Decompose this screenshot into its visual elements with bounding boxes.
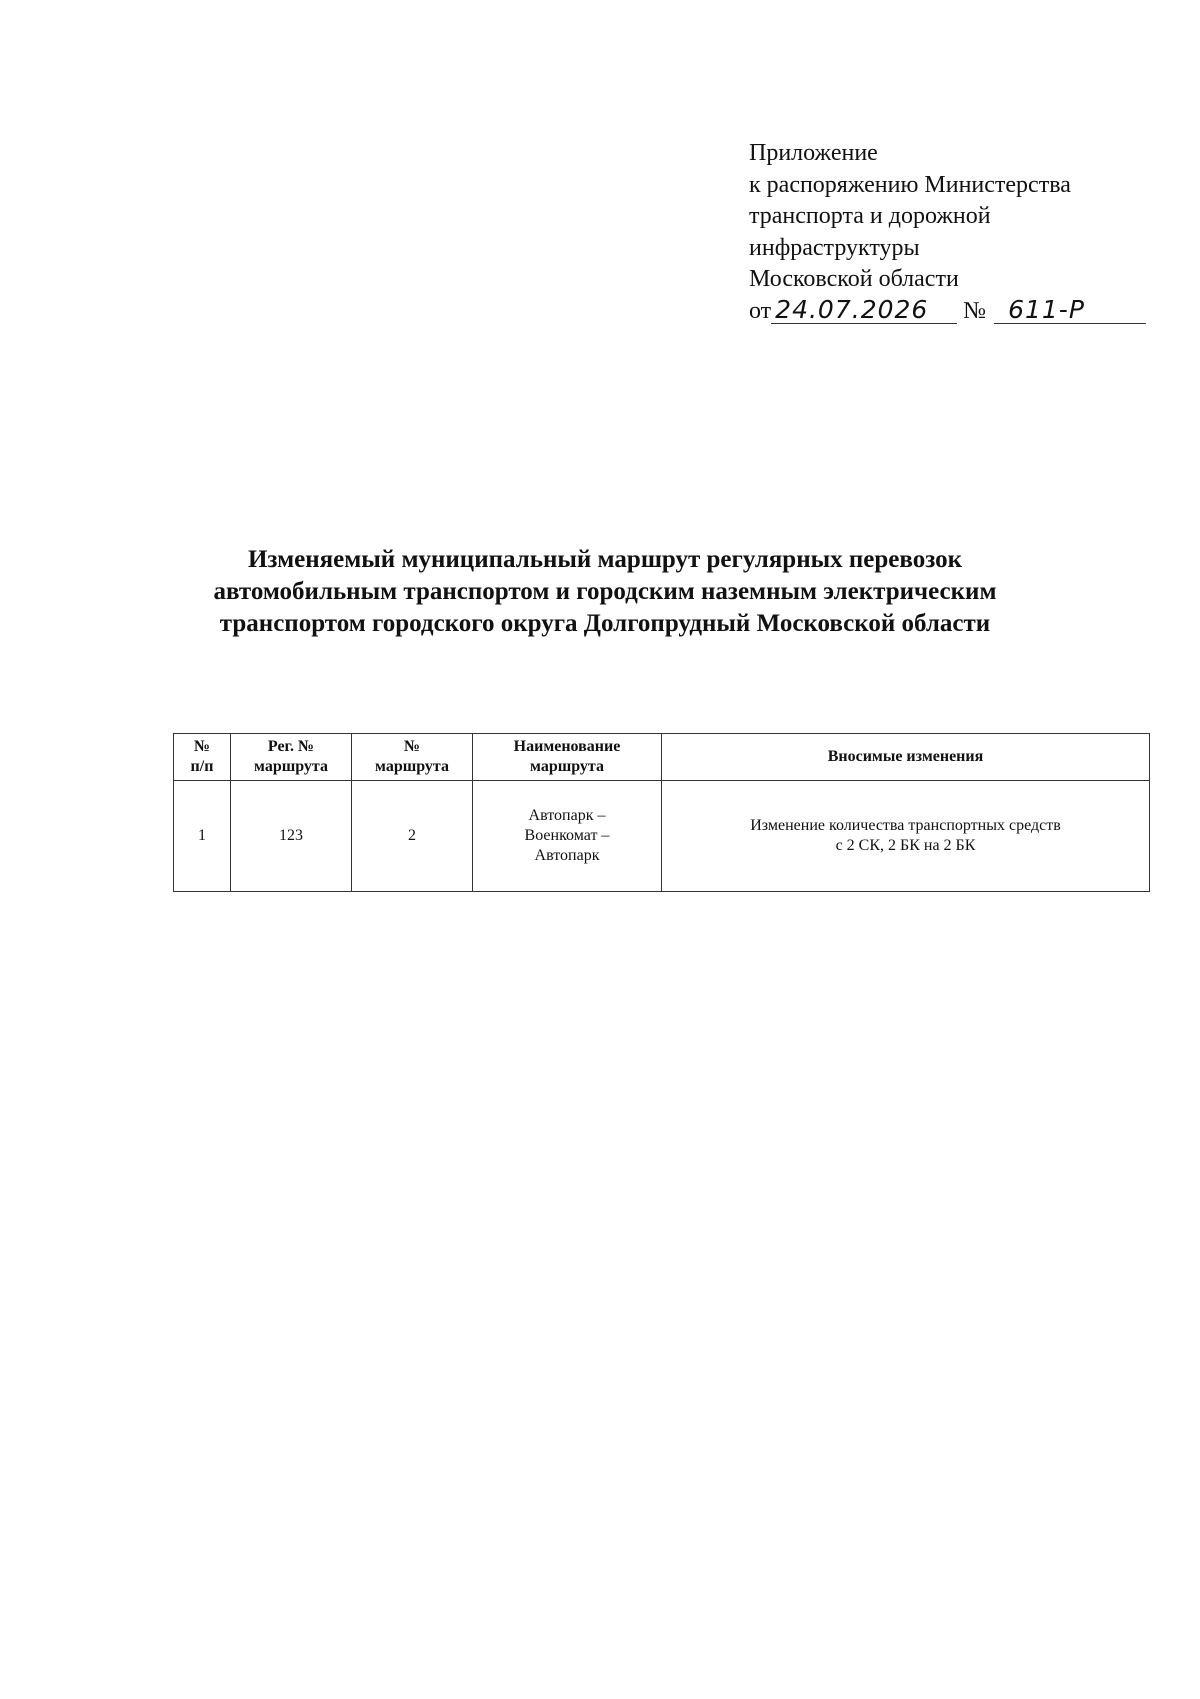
handwritten-number: 611-Р bbox=[994, 297, 1146, 324]
table-row bbox=[174, 781, 1150, 892]
title-line: автомобильным транспортом и городским наземным электрическим bbox=[213, 578, 997, 605]
header-text: маршрута bbox=[375, 758, 449, 775]
header-text: маршрута bbox=[530, 758, 604, 775]
number-label: № bbox=[963, 297, 987, 324]
header-cell-route-number bbox=[352, 734, 473, 781]
order-reference-line bbox=[749, 296, 1149, 328]
from-label: от bbox=[749, 297, 772, 324]
route-name-line: Автопарк – bbox=[528, 807, 606, 824]
header-text: Наименование bbox=[513, 738, 621, 755]
cell-route-number: 2 bbox=[352, 781, 473, 892]
header-text: п/п bbox=[190, 758, 214, 775]
header-text: Вносимые изменения bbox=[827, 748, 984, 765]
title-line: Изменяемый муниципальный маршрут регулярных перевозок bbox=[247, 546, 963, 573]
appendix-line: инфраструктуры bbox=[749, 234, 920, 261]
header-cell-reg-number bbox=[231, 734, 352, 781]
routes-table bbox=[173, 733, 1150, 892]
cell-number: 1 bbox=[174, 781, 231, 892]
appendix-line: Приложение bbox=[749, 140, 878, 166]
header-text: № bbox=[193, 738, 211, 755]
header-text: № bbox=[403, 738, 421, 755]
route-name-line: Автопарк bbox=[534, 847, 600, 864]
cell-changes bbox=[662, 781, 1150, 892]
cell-route-name bbox=[473, 781, 662, 892]
header-text: маршрута bbox=[254, 758, 328, 775]
changes-line: Изменение количества транспортных средств bbox=[750, 817, 1061, 834]
handwritten-date: 24.07.2026 bbox=[771, 297, 957, 324]
table-header-row bbox=[174, 734, 1150, 781]
appendix-line: к распоряжению Министерства bbox=[749, 171, 1071, 198]
cell-reg-number: 123 bbox=[231, 781, 352, 892]
appendix-line: транспорта и дорожной bbox=[749, 203, 991, 229]
appendix-block bbox=[749, 138, 1149, 327]
changes-line: с 2 СК, 2 БК на 2 БК bbox=[835, 837, 976, 854]
route-name-line: Военкомат – bbox=[524, 827, 610, 844]
header-cell-route-name bbox=[473, 734, 662, 781]
appendix-line: Московской области bbox=[749, 266, 959, 292]
document-title bbox=[160, 544, 1050, 640]
header-cell-number bbox=[174, 734, 231, 781]
title-line: транспортом городского округа Долгопрудный Московской области bbox=[219, 610, 991, 637]
header-cell-changes bbox=[662, 734, 1150, 781]
header-text: Рег. № bbox=[267, 738, 315, 755]
